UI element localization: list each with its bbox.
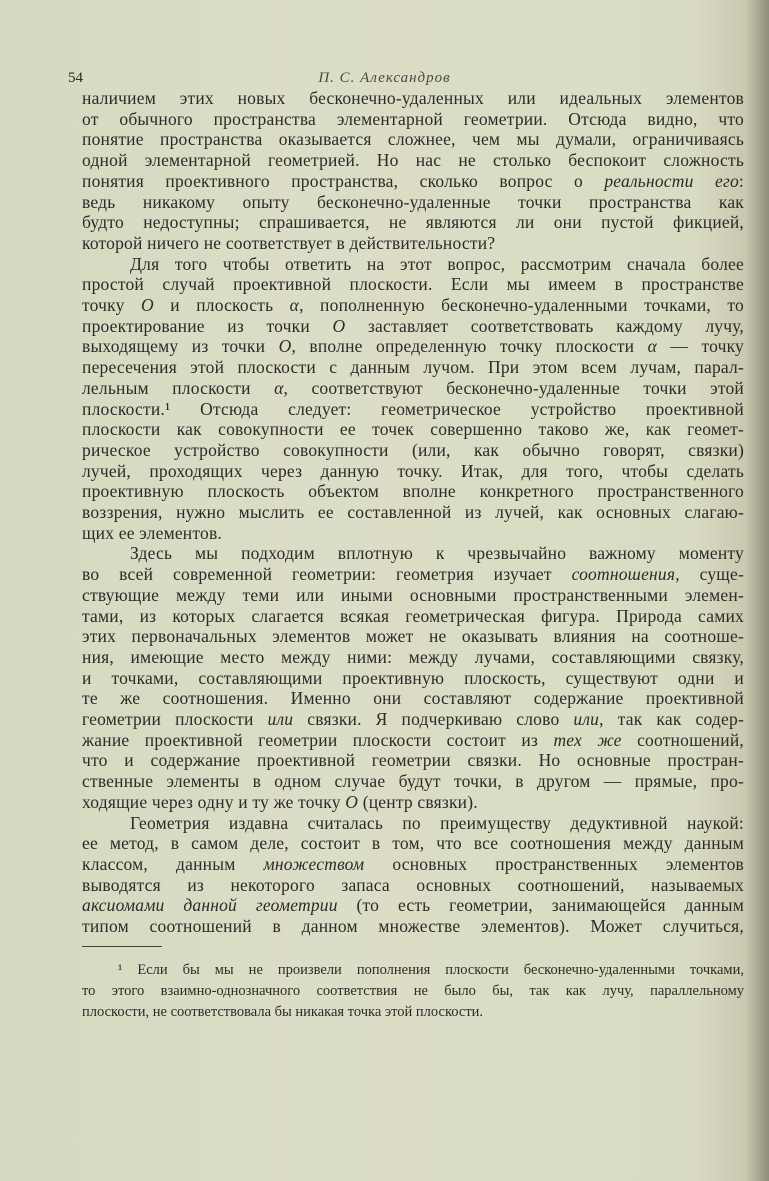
text-segment: тами, из которых слагается всякая геометрическая фигура. Природа самих <box>82 605 744 626</box>
text-segment: лельным плоскости <box>82 377 275 398</box>
text-segment: Здесь мы подходим вплотную к чрезвычайно важному моменту <box>130 543 744 564</box>
text-segment: от обычного пространства элементарной геометрии. Отсюда видно, что <box>82 108 744 129</box>
text-line <box>82 212 744 233</box>
text-segment: понятия проективного пространства, сколько вопрос о <box>82 170 605 191</box>
emphasis-text: O <box>332 315 346 336</box>
text-segment: те же соотношения. Именно они составляют содержание проективной <box>82 688 744 709</box>
text-line <box>82 150 744 171</box>
page-number: 54 <box>68 70 83 86</box>
text-segment: — точку <box>657 336 745 357</box>
text-line <box>82 399 744 420</box>
text-segment: , пополненную бесконечно-удаленными точками, то <box>299 295 744 315</box>
text-line <box>82 419 744 440</box>
text-segment: воззрения, нужно мыслить ее составленной из лучей, как основных слагаю- <box>82 502 744 522</box>
text-segment: что и содержание проективной геометрии связки. Но основные простран- <box>82 750 744 771</box>
text-segment: Для того чтобы ответить на этот вопрос, рассмотрим сначала более <box>130 253 744 274</box>
emphasis-text: O <box>278 336 292 357</box>
text-line <box>82 709 744 730</box>
text-line <box>82 171 744 192</box>
text-segment: основных пространственных элементов <box>364 853 744 874</box>
text-segment: (центр связки). <box>358 791 478 812</box>
text-segment: точку <box>82 295 141 315</box>
text-line <box>82 461 744 482</box>
text-segment: которой ничего не соответствует в действительности? <box>82 232 496 253</box>
emphasis-text: или <box>573 709 600 729</box>
text-segment: во всей современной геометрии: геометрия изучает <box>82 564 572 585</box>
text-line <box>82 626 744 647</box>
text-line <box>82 523 222 544</box>
emphasis-text: α <box>274 377 284 398</box>
text-line <box>82 875 744 896</box>
text-line <box>82 833 744 854</box>
text-line <box>82 771 744 792</box>
text-segment: , соответствуют бесконечно-удаленные точки этой <box>283 377 744 398</box>
text-line <box>82 688 744 709</box>
text-segment: , вполне определенную точку плоскости <box>291 336 648 357</box>
text-line <box>82 668 744 689</box>
text-segment: Геометрия издавна считалась по преимуществу дедуктивной наукой: <box>130 812 744 833</box>
text-segment: и точками, составляющими проективную плоскость, существуют одни и <box>82 667 744 688</box>
text-line <box>82 606 744 627</box>
emphasis-text: аксиомами данной геометрии <box>82 895 338 916</box>
text-segment: выводятся из некоторого запаса основных соотношений, называемых <box>82 874 744 895</box>
emphasis-text: α <box>647 336 658 357</box>
text-segment: заставляет соответствовать каждому лучу, <box>345 315 745 336</box>
text-segment: и плоскость <box>153 295 290 315</box>
emphasis-text: реальности его <box>604 170 739 191</box>
text-segment: одной элементарной геометрией. Но нас не столько беспокоит сложность <box>82 150 744 171</box>
text-segment: типом соотношений в данном множестве элементов). Может случиться, <box>82 916 744 936</box>
text-segment: проективную плоскость объектом вполне конкретного пространственного <box>82 481 744 502</box>
text-segment: связки. Я подчеркиваю слово <box>293 709 574 729</box>
emphasis-text: тех же <box>553 729 622 750</box>
text-line <box>82 192 744 213</box>
text-line <box>82 895 744 916</box>
text-segment: проектирование из точки <box>82 315 333 336</box>
footnote-line: то этого взаимно-однозначного соответствия не было бы, так как лучу, параллельному <box>82 983 744 999</box>
emphasis-text: O <box>140 295 154 315</box>
running-title: П. С. Александров <box>318 70 451 86</box>
text-line <box>82 336 744 357</box>
text-line <box>82 792 478 813</box>
text-line <box>82 129 744 150</box>
text-line <box>82 357 744 378</box>
text-line <box>130 254 744 275</box>
text-segment: геометрии плоскости <box>82 709 268 729</box>
text-segment: ствующие между теми или иными основными пространственными элемен- <box>82 584 744 605</box>
text-line <box>82 564 744 585</box>
text-segment: простой случай проективной плоскости. Если мы имеем в пространстве <box>82 274 744 295</box>
text-line <box>82 647 744 668</box>
text-line <box>130 543 744 564</box>
text-segment: лучей, проходящих через данную точку. Итак, для того, чтобы сделать <box>82 460 744 481</box>
text-line <box>82 88 744 109</box>
text-segment: ходящие через одну и ту же точку <box>82 791 346 812</box>
emphasis-text: множеством <box>263 853 365 874</box>
text-segment: ния, имеющие место между ними: между лучами, составляющими связку, <box>82 646 744 667</box>
footnote-line: плоскости, не соответствовала бы никакая точка этой плоскости. <box>82 1004 484 1020</box>
text-segment: выходящему из точки <box>82 336 279 357</box>
text-line <box>82 502 744 523</box>
emphasis-text: или <box>267 709 294 729</box>
text-segment: : <box>738 170 744 191</box>
emphasis-text: O <box>345 791 359 812</box>
text-segment: понятие пространства оказывается сложнее, чем мы думали, ограничиваясь <box>82 129 744 150</box>
text-segment: ее метод, в самом деле, состоит в том, что все соотношения между данным <box>82 833 744 854</box>
text-segment: ведь никакому опыту бесконечно-удаленные точки пространства как <box>82 191 744 212</box>
text-line <box>82 233 495 254</box>
text-segment: , суще- <box>675 564 744 585</box>
text-line <box>82 109 744 130</box>
text-segment: наличием этих новых бесконечно-удаленных или идеальных элементов <box>82 88 744 108</box>
text-segment: плоскости как совокупности ее точек совершенно таково же, как геомет- <box>82 419 744 440</box>
text-line <box>82 378 744 399</box>
text-segment: (то есть геометрии, занимающейся данным <box>337 895 744 916</box>
text-segment: ственные элементы в одном случае будут точки, в другом — прямые, про- <box>82 771 744 792</box>
footnote-divider <box>82 946 162 947</box>
text-segment: пересечения этой плоскости с данным лучом. При этом всем лучам, парал- <box>82 357 744 378</box>
text-line <box>82 481 744 502</box>
footnote-line: ¹ Если бы мы не произвели пополнения плоскости бесконечно-удаленными точками, <box>118 962 744 978</box>
text-line <box>82 585 744 606</box>
text-segment: , так как содер- <box>599 709 744 729</box>
text-line <box>82 730 744 751</box>
emphasis-text: соотношения <box>571 564 676 585</box>
text-line <box>82 440 744 461</box>
text-segment: будто недоступны; спрашивается, не являются ли они пустой фикцией, <box>82 212 744 233</box>
text-line <box>82 295 744 316</box>
text-segment: рическое устройство совокупности (или, как обычно говорят, связки) <box>82 439 744 460</box>
text-line <box>82 316 744 337</box>
text-line <box>82 274 744 295</box>
emphasis-text: α <box>289 295 300 315</box>
text-segment: плоскости.¹ Отсюда следует: геометрическое устройство проективной <box>82 398 744 419</box>
text-line <box>82 854 744 875</box>
text-segment: соотношений, <box>621 729 744 750</box>
text-segment: жание проективной геометрии плоскости состоит из <box>82 729 554 750</box>
text-segment: этих первоначальных элементов может не оказывать влияния на соотноше- <box>82 626 744 647</box>
text-line <box>82 750 744 771</box>
text-line <box>82 916 744 937</box>
text-segment: классом, данным <box>82 853 264 874</box>
text-segment: щих ее элементов. <box>82 522 222 543</box>
text-line <box>130 813 744 834</box>
